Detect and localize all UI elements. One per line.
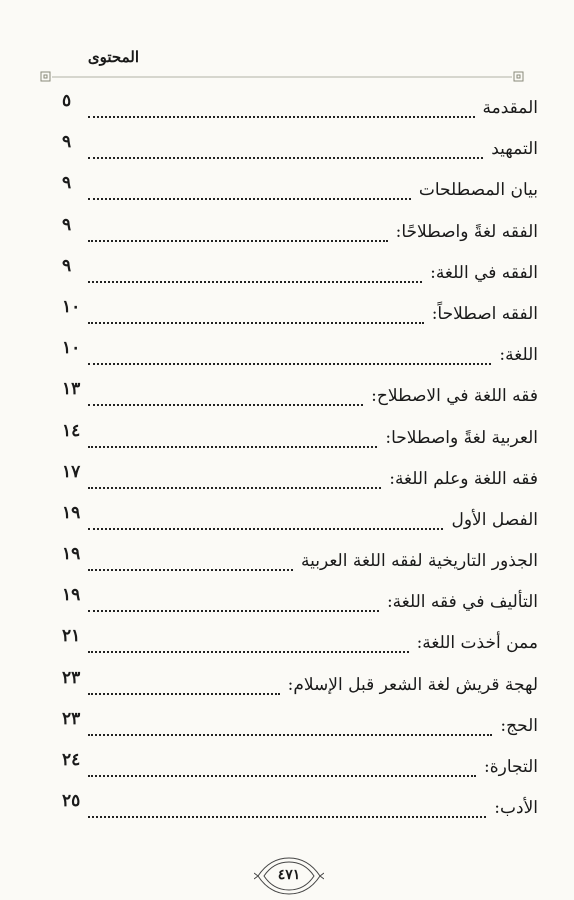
dot-leader <box>88 113 475 118</box>
toc-entry-title: ممن أخذت اللغة: <box>413 633 538 653</box>
toc-entry-page: ١٠ <box>62 296 81 317</box>
toc-row <box>62 378 538 419</box>
toc-row <box>62 255 538 296</box>
toc-entry-title: التمهيد <box>487 139 538 159</box>
toc-entry-page: ٢٣ <box>62 708 81 729</box>
dot-leader <box>88 813 486 818</box>
toc-row <box>62 708 538 749</box>
dot-leader <box>88 690 280 695</box>
toc-entry-page: ١٧ <box>62 461 81 482</box>
toc-row <box>62 502 538 543</box>
dot-leader <box>88 772 476 777</box>
toc-entry-page: ١٣ <box>62 379 81 400</box>
toc-entry-title: بيان المصطلحات <box>415 180 538 200</box>
toc-entry-page: ٩ <box>62 173 72 194</box>
toc-row <box>62 214 538 255</box>
toc-row <box>62 296 538 337</box>
dot-leader <box>88 525 443 530</box>
toc-row <box>62 625 538 666</box>
dot-leader <box>88 648 409 653</box>
toc-entry-page: ٢١ <box>62 626 81 647</box>
toc-entry-title: الفقه في اللغة: <box>426 263 538 283</box>
page-number-badge <box>254 856 324 896</box>
toc-row <box>62 543 538 584</box>
dot-leader <box>88 607 379 612</box>
dot-leader <box>88 566 293 571</box>
toc-entry-title: الأدب: <box>490 798 538 818</box>
toc-entry-page: ٩ <box>62 255 72 276</box>
toc-entry-title: الفقه لغةً واصطلاحًا: <box>392 222 538 242</box>
toc-entry-title: التأليف في فقه اللغة: <box>383 592 538 612</box>
toc-entry-title: فقه اللغة في الاصطلاح: <box>367 386 538 406</box>
dot-leader <box>88 237 388 242</box>
toc-row <box>62 584 538 625</box>
dot-leader <box>88 278 422 283</box>
dot-leader <box>88 360 491 365</box>
toc-entry-page: ١٩ <box>62 544 81 565</box>
toc-entry-title: الحج: <box>496 716 538 736</box>
toc-entry-page: ٢٤ <box>62 750 81 770</box>
toc-entry-page: ٥ <box>62 91 72 111</box>
page-number: ٤٧١ <box>277 867 301 883</box>
toc-row <box>62 461 538 502</box>
toc-entry-page: ١٤ <box>62 420 81 441</box>
dot-leader <box>88 443 377 448</box>
page-header <box>40 48 524 88</box>
toc-row <box>62 790 538 831</box>
dot-leader <box>88 731 492 736</box>
toc-entry-title: الجذور التاريخية لفقه اللغة العربية <box>297 551 538 571</box>
toc-entry-page: ١٩ <box>62 502 81 523</box>
dot-leader <box>88 195 411 200</box>
toc-row <box>62 749 538 790</box>
toc-entry-title: فقه اللغة وعلم اللغة: <box>385 469 538 489</box>
dot-leader <box>88 484 381 489</box>
toc-entry-title: العربية لغةً واصطلاحا: <box>381 428 538 448</box>
toc-row <box>62 337 538 378</box>
toc-row <box>62 420 538 461</box>
toc-entry-title: الفصل الأول <box>447 510 538 530</box>
page-title: المحتوى <box>87 48 139 66</box>
toc-entry-title: التجارة: <box>480 757 538 777</box>
toc-entry-page: ٢٥ <box>62 791 81 812</box>
table-of-contents <box>62 90 538 831</box>
toc-entry-title: المقدمة <box>479 98 538 118</box>
toc-row <box>62 172 538 213</box>
toc-row <box>62 667 538 708</box>
toc-entry-page: ٩ <box>62 214 72 235</box>
toc-entry-title: اللغة: <box>495 345 538 365</box>
toc-entry-page: ٢٣ <box>62 667 81 688</box>
dot-leader <box>88 154 483 159</box>
toc-entry-page: ١٠ <box>62 338 81 359</box>
toc-row <box>62 131 538 172</box>
toc-entry-title: لهجة قريش لغة الشعر قبل الإسلام: <box>284 675 538 695</box>
dot-leader <box>88 319 424 324</box>
toc-entry-page: ٩ <box>62 132 72 153</box>
ornamental-rule <box>40 70 524 84</box>
toc-row <box>62 90 538 131</box>
dot-leader <box>88 401 363 406</box>
toc-entry-title: الفقه اصطلاحاً: <box>428 304 538 324</box>
toc-entry-page: ١٩ <box>62 585 81 606</box>
